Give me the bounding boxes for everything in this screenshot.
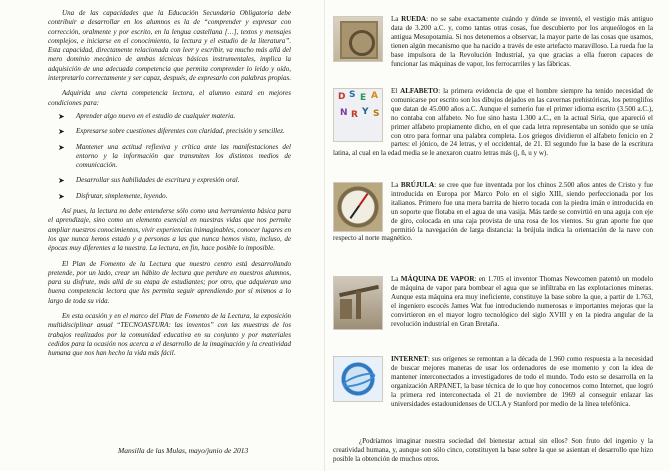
closing-paragraph: ¿Podríamos imaginar nuestra sociedad del bienestar actual sin ellos? Son fruto del ingenio y la creatividad humana, y, aunque son sólo cinco, constituyen la base sobre la que se asientan el desarrollo que hizo posible la obtención de muchos otros.: [333, 437, 653, 463]
entry-title: ALFABETO: [400, 87, 439, 95]
entry-title: RUEDA: [401, 15, 427, 23]
intro-paragraph: Una de las capacidades que la Educación Secundaria Obligatoria debe contribuir a desarrollar en los alumnos es la de “comprender y expresar con corrección, oralmente y por escrito, en la lengua castellana […], textos y mensajes complejos, e iniciarse en el conocimiento, la lectura y el estudio de la literatura”. Esta capacidad, directamente relacionada con leer y escribir, va mucho más allá del mero dominio mecánico de ambas técnicas básicas instrumentales, implica la adquisición de una adecuada competencia que permita comprender lo leído y oído, interpretarlo correctamente y ser capaz, después, de expresarlo con palabras propias.: [48, 9, 292, 83]
list-item: ➤ Expresarse sobre cuestiones diferentes con claridad, precisión y sencillez.: [58, 127, 285, 137]
arrow-bullet-icon: ➤: [58, 111, 65, 121]
reading-paragraph: Así pues, la lectura no debe entenderse sólo como una herramienta básica para el aprendizaje, sino como un elemento esencial en nuestras vidas que nos permite ampliar nuestros conocimientos, vivir experiencias inimaginables, conocer lugares en los que nunca hemos estado y a personas a las que nunca hemos visto, incluso, de épocas muy diferentes a la nuestra. La lectura, en fin, hace posible lo imposible.: [48, 207, 291, 253]
entry-text: : sus orígenes se remontan a la década de 1.960 como respuesta a la necesidad de buscar mejores maneras de usar los ordenadores de ese momento y con la idea de mantener interconectados a investigadores de todo el mundo. Todo esto se desarrolla en la organización ARPANET, la base técnica de lo que hoy conocemos como Internet, que logró la primera red interconectada el 21 de noviembre de 1969 al conseguir enlazar las universidades estadounidenses de UCLA y Stanford por medio de la línea telefónica.: [391, 355, 653, 408]
left-column: [48, 9, 291, 359]
entry-title: MÁQUINA DE VAPOR: [400, 275, 475, 283]
entry-brujula: La BRÚJULA: se cree que fue inventada por los chinos 2.500 años antes de Cristo y fue introducida en Europa por Marco Polo en el siglo XIII, siendo perfeccionada por los italianos. Primero fue una mera barrita de hierro tocada con la piedra imán e introducida en un soporte que flotaba en el agua de una vasija. Más tarde se convirtió en una aguja con eje de giro, colocada en una caja provista de una rosa de los vientos. Su gran aporte fue que permitió la navegación de larga distancia: la brújula indica la orientación de la nave con respecto al norte magnético.: [333, 181, 653, 243]
arrow-bullet-icon: ➤: [58, 127, 65, 137]
entry-alfabeto: D S E A N R Y S El ALFABETO: la primera evidencia de que el hombre siempre ha tenido necesidad de comunicarse por escrito son los dibujos dejados en las cavernas prehistóricas, los petroglifos que datan de 45.000 años a.C. Aunque el sumerio fue el primer idioma escrito (3.500 a.C.), no contaba con alfabeto. No fue sino hasta 1.300 a.C., en la actual Siria, que apareció el primer alfabeto propiamente dicho, en el que cada letra representaba un sonido que se unía con otro para formar una palabra completa. Los griegos dividieron el alfabeto fenicio en 2 partes: el jónico, de 24 letras, y el occidental, de 21. El segundo fue la base de la escritura latina, al cual en la edad media se le anexaron cuatro letras más (j, ñ, u y w).: [333, 87, 653, 158]
column-divider: [324, 0, 325, 471]
list-item: ➤ Desarrollar sus habilidades de escritura y expresión oral.: [58, 176, 240, 186]
signature-line: Mansilla de las Mulas, mayo/junio de 2013: [118, 446, 249, 455]
entry-title: BRÚJULA: [400, 181, 435, 189]
arrow-bullet-icon: ➤: [58, 191, 65, 201]
alphabet-image: D S E A N R Y S: [333, 88, 383, 142]
arrow-bullet-icon: ➤: [58, 142, 65, 152]
entry-text: : en 1.705 el inventor Thomas Newcomen patentó un modelo de máquina de vapor para bombear el agua que se infiltraba en las explotaciones mineras. Aunque esta máquina era muy ineficiente, constituye la base sobre la que, a partir de 1.763, el ingeniero escocés James Wat fue introduciendo numerosas e importantes mejoras que la convirtieron en el mayor logro tecnológico del siglo XVIII y en la piedra angular de la revolución industrial en Gran Bretaña.: [391, 275, 653, 328]
plan-paragraph: El Plan de Fomento de la Lectura que nuestro centro está desarrollando pretende, por un lado, crear un hábito de lectura que perdure en nuestros alumnos, para su disfrute, más allá de su etapa de estudiantes; por otro, que adquieran una buena competencia lectora que les permita seguir aprendiendo por sí mismos a lo largo de toda su vida.: [48, 259, 291, 305]
lead-paragraph: Adquirida una cierta competencia lectora, el alumno estará en mejores condiciones para:: [48, 89, 291, 107]
exhibition-paragraph: En esta ocasión y en el marco del Plan de Fomento de la Lectura, la exposición multidisciplinar anual “TECNOASTURA: las inventos” con las muestras de los trabajos realizados por la comunidad educativa en su conjunto y por materiales cedidos para la ocasión nos acerca a el desarrollo de la imaginación y la creatividad humana que nos han hecho la vida más fácil.: [48, 312, 291, 358]
entry-text: : no se sabe exactamente cuándo y dónde se inventó, el vestigio más antiguo data de 3.200 a.C. y, como tantas otras cosas, fue descubierto por los arqueólogos en la antigua Mesopotamia. Si nos detenemos a observar, la mayor parte de las cosas que usamos, tienen algún mecanismo que ha nacido a través de este artefacto maravilloso. La rueda fue la base impulsora de la Revolución Industrial, ya que gracias a ella fueron capaces de funcionar las máquinas de vapor, los ferrocarriles y las fábricas.: [391, 15, 653, 68]
list-item: ➤ Mantener una actitud reflexiva y crítica ante las manifestaciones del entorno y la información que transmiten los distintos medios de comunicación.: [58, 142, 291, 170]
steam-engine-image: [333, 276, 383, 330]
closing-paragraph-wrap: [333, 437, 653, 464]
entry-text: : se cree que fue inventada por los chinos 2.500 años antes de Cristo y fue introducida en Europa por Marco Polo en el siglo XIII, siendo perfeccionada por los italianos. Primero fue una mera barrita de hierro tocada con la piedra imán e introducida en un soporte que flotaba en el agua de una vasija. Más tarde se convirtió en una aguja con eje de giro, colocada en una caja provista de una rosa de los vientos. Su gran aporte fue que permitió la navegación de larga distancia: la brújula indica la orientación de la nave con respecto al norte magnético.: [333, 181, 653, 243]
capabilities-list: [56, 112, 291, 201]
entry-internet: [333, 355, 653, 408]
entry-rueda: La RUEDA: no se sabe exactamente cuándo y dónde se inventó, el vestigio más antiguo data de 3.200 a.C. y, como tantas otras cosas, fue descubierto por los arqueólogos en la antigua Mesopotamia. Si nos detenemos a observar, la mayor parte de las cosas que usamos, tienen algún mecanismo que ha nacido a través de este artefacto maravilloso. La rueda fue la base impulsora de la Revolución Industrial, ya que gracias a ella fueron capaces de funcionar las máquinas de vapor, los ferrocarriles y las fábricas.: [333, 15, 653, 68]
arrow-bullet-icon: ➤: [58, 176, 65, 186]
entry-maquina-vapor: La MÁQUINA DE VAPOR: en 1.705 el inventor Thomas Newcomen patentó un modelo de máquina de vapor para bombear el agua que se infiltraba en las explotaciones mineras. Aunque esta máquina era muy ineficiente, constituye la base sobre la que, a partir de 1.763, el ingeniero escocés James Wat fue introduciendo numerosas e importantes mejoras que la convirtieron en el mayor logro tecnológico del siglo XVIII y en la piedra angular de la revolución industrial en Gran Bretaña.: [333, 275, 653, 332]
wheel-image: [333, 16, 383, 62]
list-item: ➤ Disfrutar, simplemente, leyendo.: [58, 191, 168, 201]
entry-text: : la primera evidencia de que el hombre siempre ha tenido necesidad de comunicarse por escrito son los dibujos dejados en las cavernas prehistóricas, los petroglifos que datan de 45.000 años a.C. Aunque el sumerio fue el primer idioma escrito (3.500 a.C.), no contaba con alfabeto. No fue sino hasta 1.300 a.C., en la actual Siria, que apareció el primer alfabeto propiamente dicho, en el que cada letra representaba un sonido que se unía con otro para formar una palabra completa. Los griegos dividieron el alfabeto fenicio en 2 partes: el jónico, de 24 letras, y el occidental, de 21. El segundo fue la base de la escritura latina, al cual en la edad media se le anexaron cuatro letras más (j, ñ, u y w).: [333, 87, 653, 158]
list-item: ➤ Aprender algo nuevo en el estudio de cualquier materia.: [58, 111, 236, 121]
entry-title: INTERNET: [391, 355, 428, 363]
internet-logo-image: [333, 356, 383, 402]
compass-image: [333, 182, 383, 232]
